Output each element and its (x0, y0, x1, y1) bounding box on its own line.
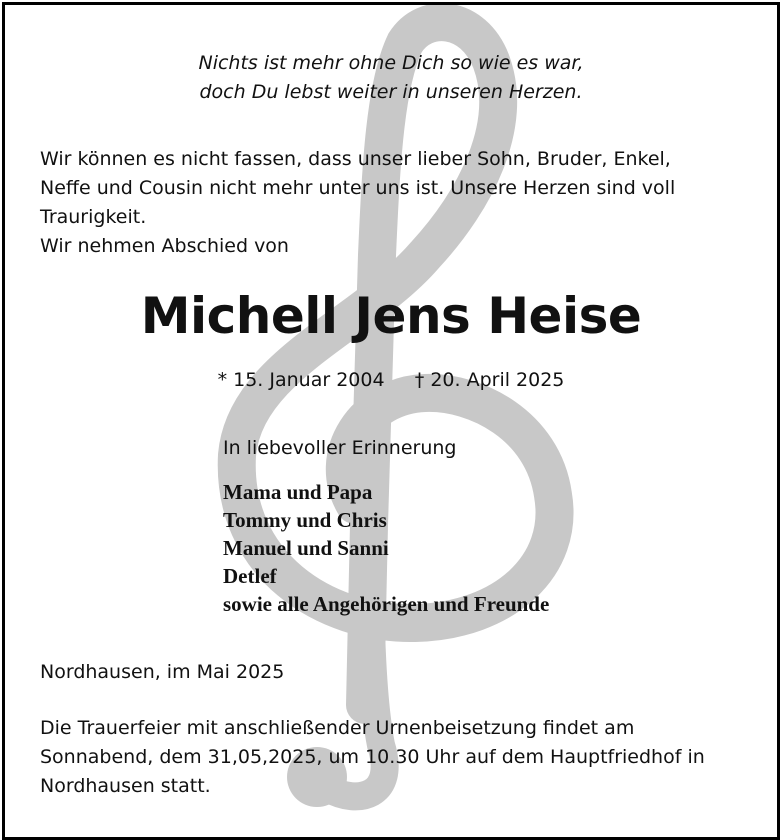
deceased-name: Michell Jens Heise (140, 287, 642, 345)
intro-line-1: Wir können es nicht fassen, dass unser lieber Sohn, Bruder, Enkel, (40, 148, 671, 170)
place-date: Nordhausen, im Mai 2025 (40, 661, 285, 683)
funeral-line-2: Sonnabend, dem 31,05,2025, um 10.30 Uhr auf dem Hauptfriedhof in (40, 746, 705, 768)
intro-line-4: Wir nehmen Abschied von (40, 235, 289, 257)
life-dates (5, 369, 777, 391)
death-date: † 20. April 2025 (414, 369, 565, 391)
intro-line-2: Neffe und Cousin nicht mehr unter uns ist. Unsere Herzen sind voll (40, 177, 676, 199)
motto (5, 49, 777, 107)
intro-text (40, 145, 740, 261)
funeral-info (40, 714, 745, 801)
motto-line-2: doch Du lebst weiter in unseren Herzen. (199, 81, 583, 103)
mourner-item: Detlef (223, 564, 277, 588)
obituary-notice (2, 2, 780, 840)
funeral-line-3: Nordhausen statt. (40, 775, 211, 797)
motto-line-1: Nichts ist mehr ohne Dich so wie es war, (198, 52, 584, 74)
mourner-item: Tommy und Chris (223, 508, 387, 532)
intro-line-3: Traurigkeit. (40, 206, 147, 228)
mourners-list (223, 478, 549, 618)
funeral-line-1: Die Trauerfeier mit anschließender Urnenbeisetzung findet am (40, 717, 635, 739)
memory-heading: In liebevoller Erinnerung (223, 437, 457, 459)
mourner-item: Manuel und Sanni (223, 536, 389, 560)
mourner-item: sowie alle Angehörigen und Freunde (223, 592, 550, 616)
birth-date: * 15. Januar 2004 (217, 369, 385, 391)
mourner-item: Mama und Papa (223, 480, 373, 504)
treble-clef-icon (5, 5, 777, 837)
